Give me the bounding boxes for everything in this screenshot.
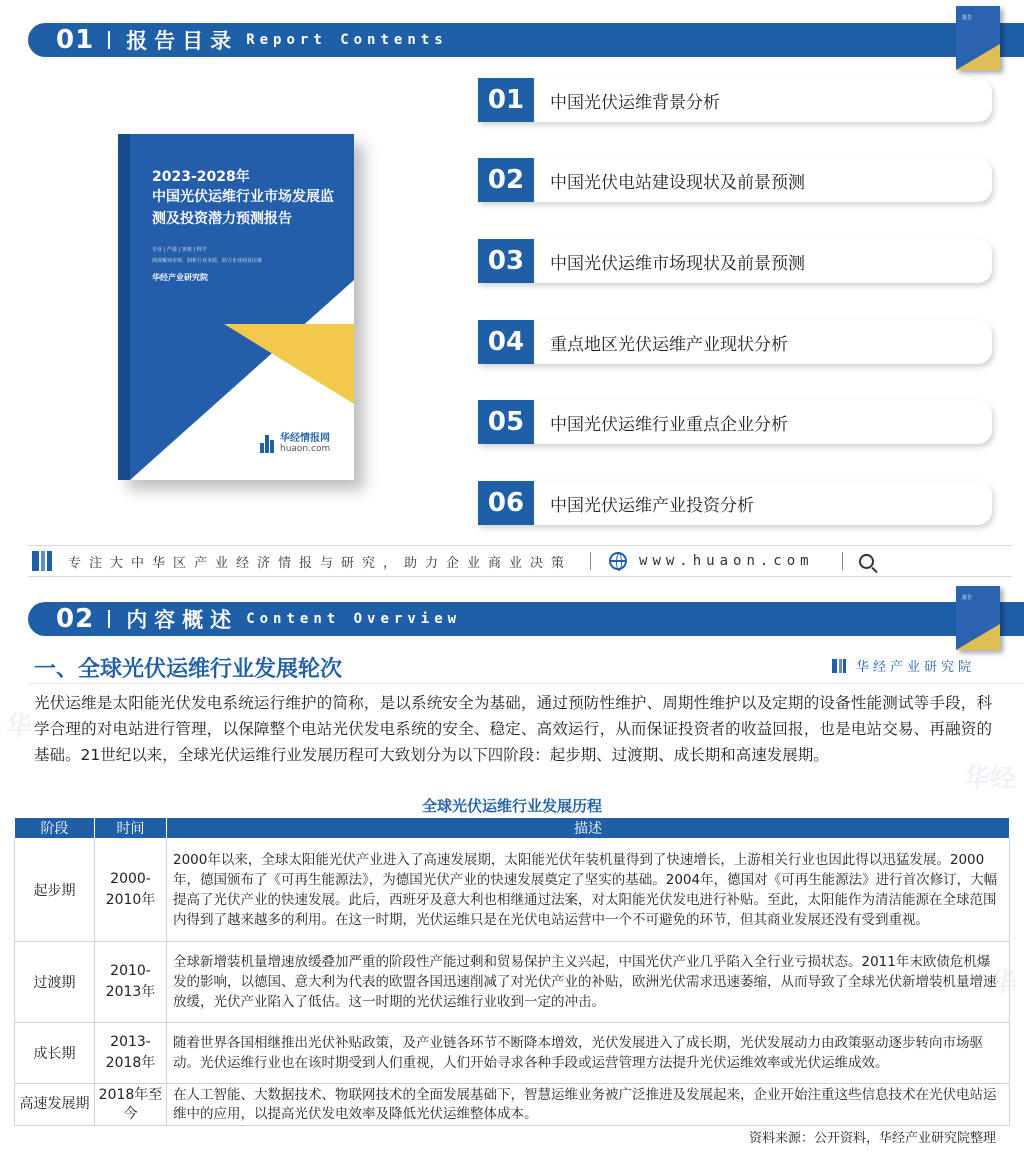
table-row xyxy=(15,1084,1010,1126)
table-row xyxy=(15,1023,1010,1084)
table-title: 全球光伏运维行业发展历程 xyxy=(421,797,602,815)
huaon-flag-icon xyxy=(32,551,52,571)
section-title: 报告目录 xyxy=(126,29,239,53)
catalog-label: 中国光伏运维行业重点企业分析 xyxy=(550,414,788,435)
catalog-number: 06 xyxy=(478,481,534,525)
time-cell: 2013-2018年 xyxy=(95,1023,167,1084)
org-label xyxy=(832,656,975,675)
website-link[interactable]: www.huaon.com xyxy=(639,553,814,569)
stage-cell: 高速发展期 xyxy=(15,1084,95,1126)
watermark: 华 xyxy=(990,968,1017,998)
cover-publisher: 华经产业研究院 xyxy=(152,273,208,282)
stage-cell: 起步期 xyxy=(15,839,95,942)
time-cell: 2010-2013年 xyxy=(95,942,167,1023)
cover-logo xyxy=(260,434,330,454)
catalog-label: 中国光伏运维背景分析 xyxy=(550,92,720,113)
section-header-report-contents xyxy=(28,23,1024,57)
catalog-item[interactable] xyxy=(478,320,992,364)
catalog-item[interactable] xyxy=(478,239,992,283)
thumbnail-text: 报告 xyxy=(962,595,973,601)
slogan-strip xyxy=(28,545,1012,577)
cover-tags: 专业 | 严谨 | 客观 | 科学 xyxy=(152,247,207,253)
search-icon[interactable] xyxy=(859,554,874,569)
report-thumbnail-icon xyxy=(956,6,1000,70)
catalog-number: 01 xyxy=(478,78,534,122)
section-title-en: Report Contents xyxy=(246,32,448,48)
heading-rule xyxy=(28,683,1024,684)
catalog-number: 05 xyxy=(478,400,534,444)
globe-icon xyxy=(609,552,627,570)
logo-url: huaon.com xyxy=(280,444,331,454)
table-row xyxy=(15,942,1010,1023)
catalog-item[interactable] xyxy=(478,78,992,122)
overview-paragraph: 光伏运维是太阳能光伏发电系统运行维护的简称，是以系统安全为基础，通过预防性维护、周期性维护以及定期的设备性能测试等手段，科学合理的对电站进行管理，以保障整个电站光伏发电系统的安全、稳定、高效运行，从而保证投资者的收益回报，也是电站交易、再融资的基础。21世纪以来，全球光伏运维行业发展历程可大致划分为以下四阶段：起步期、过渡期、成长期和高速发展期。 xyxy=(34,694,992,764)
divider xyxy=(842,552,843,570)
catalog-item[interactable] xyxy=(478,481,992,525)
cover-year: 2023-2028年 xyxy=(152,169,250,185)
report-thumbnail-icon xyxy=(956,586,1000,650)
table-header: 描述 xyxy=(167,818,1010,839)
desc-cell: 随着世界各国相继推出光伏补贴政策，及产业链各环节不断降本增效，光伏发展进入了成长期，光伏发展动力由政策驱动逐步转向市场驱动。光伏运维行业也在该时期受到人们重视，人们开始寻求各种手段或运营管理方法提升光伏运维效率或光伏运维成效。 xyxy=(167,1023,1010,1084)
divider xyxy=(590,552,591,570)
section-title: 内容概述 xyxy=(126,608,239,632)
catalog-label: 中国光伏运维产业投资分析 xyxy=(550,495,754,516)
catalog-number: 02 xyxy=(478,158,534,202)
catalog-number: 03 xyxy=(478,239,534,283)
section-number: 01 xyxy=(56,25,95,55)
desc-cell: 2000年以来，全球太阳能光伏产业进入了高速发展期，太阳能光伏年装机量得到了快速增长，上游相关行业也因此得以迅猛发展。2000年，德国颁布了《可再生能源法》，为德国光伏产业的快速发展奠定了坚实的基础。2004年，德国对《可再生能源法》进行首次修订，大幅提高了光伏产业的快速发展。此后，西班牙及意大利也相继通过法案，对太阳能光伏发电进行补贴。至此，太阳能作为清洁能源在全球范围内得到了越来越多的利用。在这一时期，光伏运维只是在光伏电站运营中一个不可避免的环节，但其商业发展还没有受到重视。 xyxy=(167,839,1010,942)
catalog-item[interactable] xyxy=(478,400,992,444)
catalog-item[interactable] xyxy=(478,158,992,202)
stage-cell: 过渡期 xyxy=(15,942,95,1023)
org-name: 华经产业研究院 xyxy=(856,660,976,675)
report-cover xyxy=(118,134,354,480)
desc-cell: 在人工智能、大数据技术、物联网技术的全面发展基础下，智慧运维业务被广泛推进及发展起来，企业开始注重这些信息技术在光伏电站运维中的应用，以提高光伏发电效率及降低光伏运维整体成本。 xyxy=(167,1084,1010,1126)
huaon-flag-icon xyxy=(832,659,846,673)
development-table xyxy=(14,817,1010,1126)
cover-slogan: 深度解读市场，洞析行业本质，助力企业商业决策 xyxy=(152,258,263,264)
watermark: 华 xyxy=(6,712,33,742)
cover-title: 中国光伏运维行业市场发展监测及投资潜力预测报告 xyxy=(152,189,334,227)
source-note: 资料来源：公开资料，华经产业研究院整理 xyxy=(748,1131,996,1146)
catalog-number: 04 xyxy=(478,320,534,364)
catalog-label: 重点地区光伏运维产业现状分析 xyxy=(550,334,788,355)
catalog-label: 中国光伏运维市场现状及前景预测 xyxy=(550,253,805,274)
catalog-label: 中国光伏电站建设现状及前景预测 xyxy=(550,172,805,193)
table-header: 时间 xyxy=(95,818,167,839)
section-header-content-overview xyxy=(28,602,1024,636)
divider xyxy=(108,31,110,49)
table-row xyxy=(15,839,1010,942)
time-cell: 2018年至今 xyxy=(95,1084,167,1126)
divider xyxy=(108,610,110,628)
time-cell: 2000-2010年 xyxy=(95,839,167,942)
overview-heading: 一、全球光伏运维行业发展轮次 xyxy=(34,657,343,682)
huaon-logo-icon xyxy=(260,435,274,453)
thumbnail-text: 报告 xyxy=(962,15,973,21)
stage-cell: 成长期 xyxy=(15,1023,95,1084)
strip-slogan: 专注大中华区产业经济情报与研究，助力企业商业决策 xyxy=(68,555,573,571)
watermark: 华经 xyxy=(964,764,1017,794)
table-header: 阶段 xyxy=(15,818,95,839)
section-number: 02 xyxy=(56,604,95,634)
desc-cell: 全球新增装机量增速放缓叠加严重的阶段性产能过剩和贸易保护主义兴起，中国光伏产业几乎陷入全行业亏损状态。2011年末欧债危机爆发的影响，以德国、意大利为代表的欧盟各国迅速削减了对光伏产业的补贴，欧洲光伏需求迅速萎缩，从而导致了全球光伏新增装机量增速放缓，光伏产业陷入了低估。这一时期的光伏运维行业收到一定的冲击。 xyxy=(167,942,1010,1023)
section-title-en: Content Overview xyxy=(246,611,462,627)
logo-name: 华经情报网 xyxy=(280,433,330,444)
